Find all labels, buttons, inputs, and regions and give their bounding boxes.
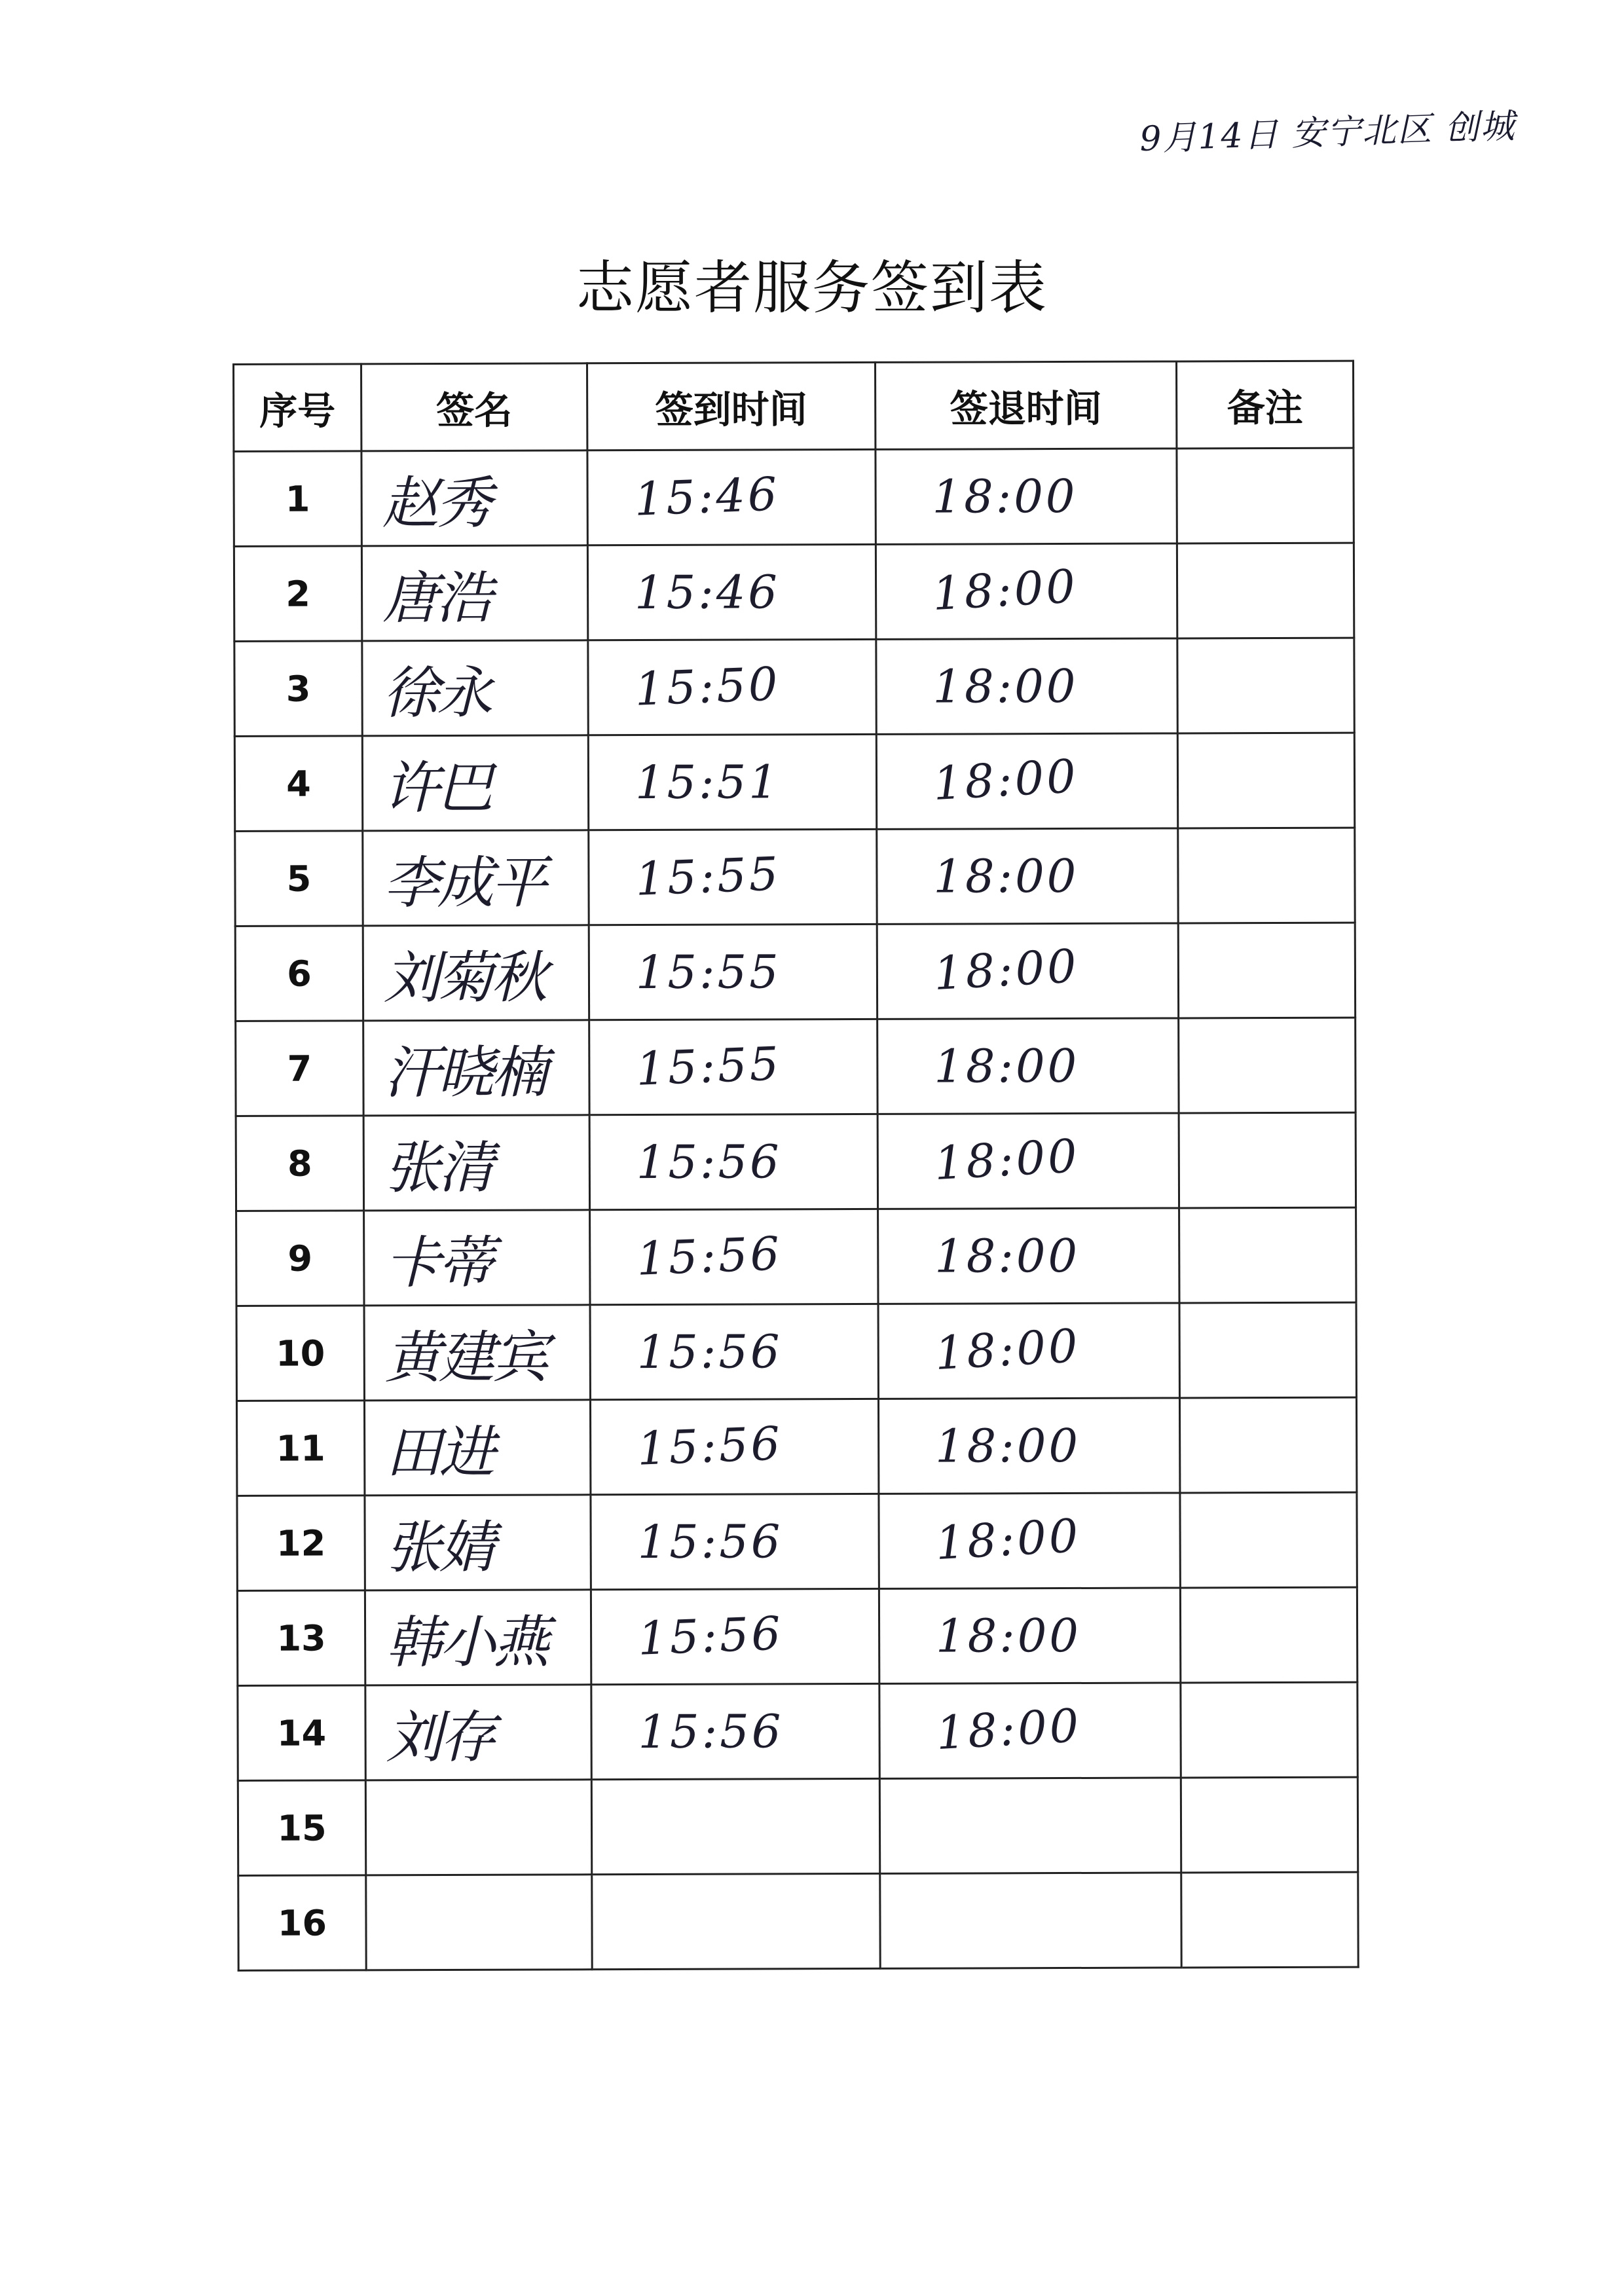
table-row (238, 1682, 1357, 1780)
table-header-row (234, 361, 1354, 451)
row-time-in-cell (591, 1588, 879, 1684)
row-seq-cell: 8 (236, 1116, 363, 1211)
row-time-in-cell (590, 1399, 878, 1494)
table-row (236, 1302, 1356, 1401)
table-row (235, 923, 1355, 1021)
row-seq-cell: 5 (235, 831, 363, 927)
row-signature-handwriting: 许巴 (382, 755, 491, 822)
row-time-in-cell (588, 639, 876, 735)
row-time-in-cell (591, 1494, 879, 1589)
table-row (237, 1492, 1357, 1590)
row-signature-cell (362, 640, 588, 736)
row-time-in-handwriting: 15:56 (637, 1606, 784, 1666)
column-header-sign: 签名 (361, 363, 587, 451)
row-signature-handwriting: 李成平 (383, 850, 545, 917)
row-signature-cell (364, 1400, 590, 1496)
row-seq-cell: 9 (236, 1211, 364, 1306)
row-seq-cell: 12 (237, 1496, 365, 1591)
row-note-cell (1180, 1492, 1357, 1588)
row-time-in-handwriting (593, 1829, 638, 1831)
row-note-cell (1177, 733, 1354, 828)
row-signature-cell (363, 830, 589, 926)
row-note-cell (1179, 1302, 1356, 1398)
row-time-in-cell (589, 829, 877, 925)
row-seq-cell: 14 (238, 1685, 365, 1781)
row-time-out-cell (877, 828, 1178, 924)
row-time-out-handwriting (881, 1923, 937, 1926)
row-time-out-handwriting: 18:00 (934, 1508, 1082, 1571)
row-signature-handwriting: 韩小燕 (385, 1609, 547, 1676)
row-signature-handwriting: 卡蒂 (384, 1230, 492, 1296)
row-time-in-handwriting: 15:46 (633, 467, 781, 526)
row-seq-cell: 13 (237, 1590, 365, 1686)
row-time-in-cell (589, 1019, 877, 1114)
row-time-in-cell (590, 1304, 878, 1399)
row-time-out-cell (879, 1683, 1181, 1778)
row-note-cell (1177, 638, 1354, 733)
row-signature-handwriting: 赵秀 (382, 470, 490, 537)
table-row (236, 1207, 1356, 1306)
row-time-in-handwriting: 15:56 (637, 1515, 783, 1570)
row-note-cell (1179, 1397, 1356, 1493)
row-time-in-cell (589, 1114, 877, 1209)
row-time-in-handwriting: 15:55 (635, 945, 781, 1000)
row-time-out-handwriting: 18:00 (931, 559, 1079, 621)
row-signature-cell (362, 735, 588, 831)
row-signature-cell (366, 1875, 592, 1970)
table-row (235, 828, 1355, 926)
row-time-out-handwriting: 18:00 (932, 659, 1079, 714)
row-time-out-handwriting: 18:00 (932, 469, 1078, 524)
row-signature-cell (364, 1210, 590, 1306)
row-signature-handwriting: 刘存 (386, 1704, 494, 1771)
table-row (234, 733, 1354, 831)
row-note-cell (1178, 828, 1355, 923)
row-time-out-handwriting: 18:00 (932, 1128, 1081, 1191)
row-signature-handwriting: 汗晓楠 (384, 1040, 545, 1107)
row-signature-cell (365, 1495, 591, 1590)
row-time-in-cell (587, 449, 876, 545)
table-body (234, 448, 1358, 1970)
row-time-out-cell (877, 1113, 1179, 1209)
row-time-out-cell (878, 1303, 1179, 1399)
row-time-out-cell (876, 543, 1177, 639)
column-header-time-in: 签到时间 (587, 362, 876, 450)
table-row (234, 638, 1354, 736)
row-signature-cell (364, 1305, 590, 1401)
row-time-out-cell (878, 1398, 1179, 1494)
signin-table (232, 360, 1359, 1972)
row-seq-cell: 11 (236, 1401, 364, 1496)
row-time-out-handwriting: 18:00 (934, 1038, 1080, 1093)
table-row (236, 1112, 1356, 1211)
row-note-cell (1181, 1872, 1358, 1968)
row-seq-cell: 2 (234, 546, 361, 642)
row-time-out-cell (876, 733, 1177, 829)
row-seq-cell: 6 (235, 926, 363, 1021)
row-signature-cell (361, 545, 587, 641)
row-signature-handwriting: 徐永 (382, 660, 490, 727)
row-time-out-handwriting: 18:00 (933, 849, 1079, 904)
row-note-cell (1177, 448, 1354, 543)
row-signature-handwriting: 张清 (384, 1135, 492, 1202)
row-seq-cell: 15 (238, 1780, 365, 1876)
table-row (237, 1587, 1357, 1685)
row-time-out-handwriting: 18:00 (935, 1608, 1081, 1663)
row-signature-handwriting: 刘菊秋 (383, 945, 545, 1012)
row-note-cell (1179, 1112, 1356, 1208)
row-time-in-cell (589, 924, 877, 1019)
row-time-in-cell (587, 544, 876, 640)
row-seq-cell: 3 (234, 641, 362, 737)
row-time-out-handwriting: 18:00 (934, 1228, 1080, 1283)
row-time-in-handwriting: 15:56 (635, 1226, 783, 1286)
row-seq-cell: 10 (236, 1306, 364, 1401)
row-time-in-handwriting: 15:50 (634, 657, 781, 716)
row-time-in-handwriting: 15:46 (634, 565, 780, 620)
row-time-out-cell (878, 1208, 1179, 1304)
table-row (234, 543, 1354, 641)
row-time-out-handwriting: 18:00 (935, 1418, 1081, 1473)
column-header-time-out: 签退时间 (875, 361, 1176, 449)
row-signature-handwriting: 田进 (385, 1420, 493, 1486)
row-time-in-cell (591, 1778, 879, 1874)
table-row (236, 1018, 1356, 1116)
row-time-out-cell (880, 1873, 1181, 1968)
row-signature-cell (365, 1590, 591, 1685)
row-signature-cell (365, 1780, 591, 1875)
row-time-in-cell (588, 734, 876, 830)
table-row (238, 1872, 1358, 1970)
row-time-in-handwriting: 15:56 (638, 1704, 784, 1759)
row-signature-handwriting: 黄建宾 (384, 1325, 546, 1391)
row-signature-cell (363, 1020, 589, 1116)
row-time-out-cell (877, 923, 1178, 1019)
row-time-out-cell (876, 638, 1177, 734)
row-note-cell (1178, 923, 1355, 1018)
handwritten-header-note: 9月14日 安宁北区 创城 (1139, 106, 1517, 159)
row-signature-cell (363, 925, 589, 1021)
row-time-out-cell (879, 1778, 1181, 1873)
row-time-in-handwriting: 15:56 (636, 1416, 784, 1476)
row-seq-cell: 4 (234, 736, 362, 832)
row-time-out-handwriting: 18:00 (934, 1698, 1083, 1761)
row-time-in-handwriting: 15:56 (636, 1135, 782, 1190)
row-signature-cell (361, 450, 587, 546)
row-signature-cell (365, 1685, 591, 1780)
row-time-out-cell (877, 1018, 1179, 1114)
row-seq-cell: 7 (236, 1021, 363, 1116)
row-time-in-cell (592, 1873, 880, 1969)
row-note-cell (1181, 1777, 1357, 1873)
column-header-note: 备注 (1176, 361, 1353, 449)
row-time-out-handwriting: 18:00 (933, 1318, 1082, 1381)
table-row (236, 1397, 1356, 1496)
row-signature-handwriting: 唐浩 (382, 565, 490, 632)
row-seq-cell: 16 (238, 1875, 366, 1971)
row-time-in-handwriting: 15:55 (634, 847, 782, 906)
row-time-in-handwriting: 15:56 (637, 1325, 783, 1380)
table-row (238, 1777, 1357, 1875)
table-row (234, 448, 1354, 546)
page-title: 志愿者服务签到表 (576, 254, 1048, 321)
row-note-cell (1181, 1682, 1357, 1778)
row-note-cell (1179, 1207, 1356, 1303)
column-header-seq: 序号 (234, 364, 361, 452)
row-time-out-handwriting: 18:00 (932, 938, 1080, 1001)
row-seq-cell: 1 (234, 451, 361, 547)
row-time-in-cell (590, 1209, 878, 1304)
row-note-cell (1179, 1018, 1356, 1113)
row-time-out-cell (879, 1588, 1180, 1683)
row-time-out-cell (876, 449, 1177, 544)
row-signature-handwriting: 张婧 (385, 1515, 493, 1581)
row-time-out-cell (879, 1493, 1180, 1588)
row-time-in-handwriting: 15:55 (635, 1037, 783, 1096)
row-time-in-handwriting: 15:51 (635, 755, 781, 810)
row-signature-cell (363, 1115, 589, 1211)
row-time-in-cell (591, 1683, 879, 1779)
row-note-cell (1177, 543, 1354, 638)
row-note-cell (1180, 1587, 1357, 1683)
row-time-out-handwriting: 18:00 (931, 748, 1080, 811)
